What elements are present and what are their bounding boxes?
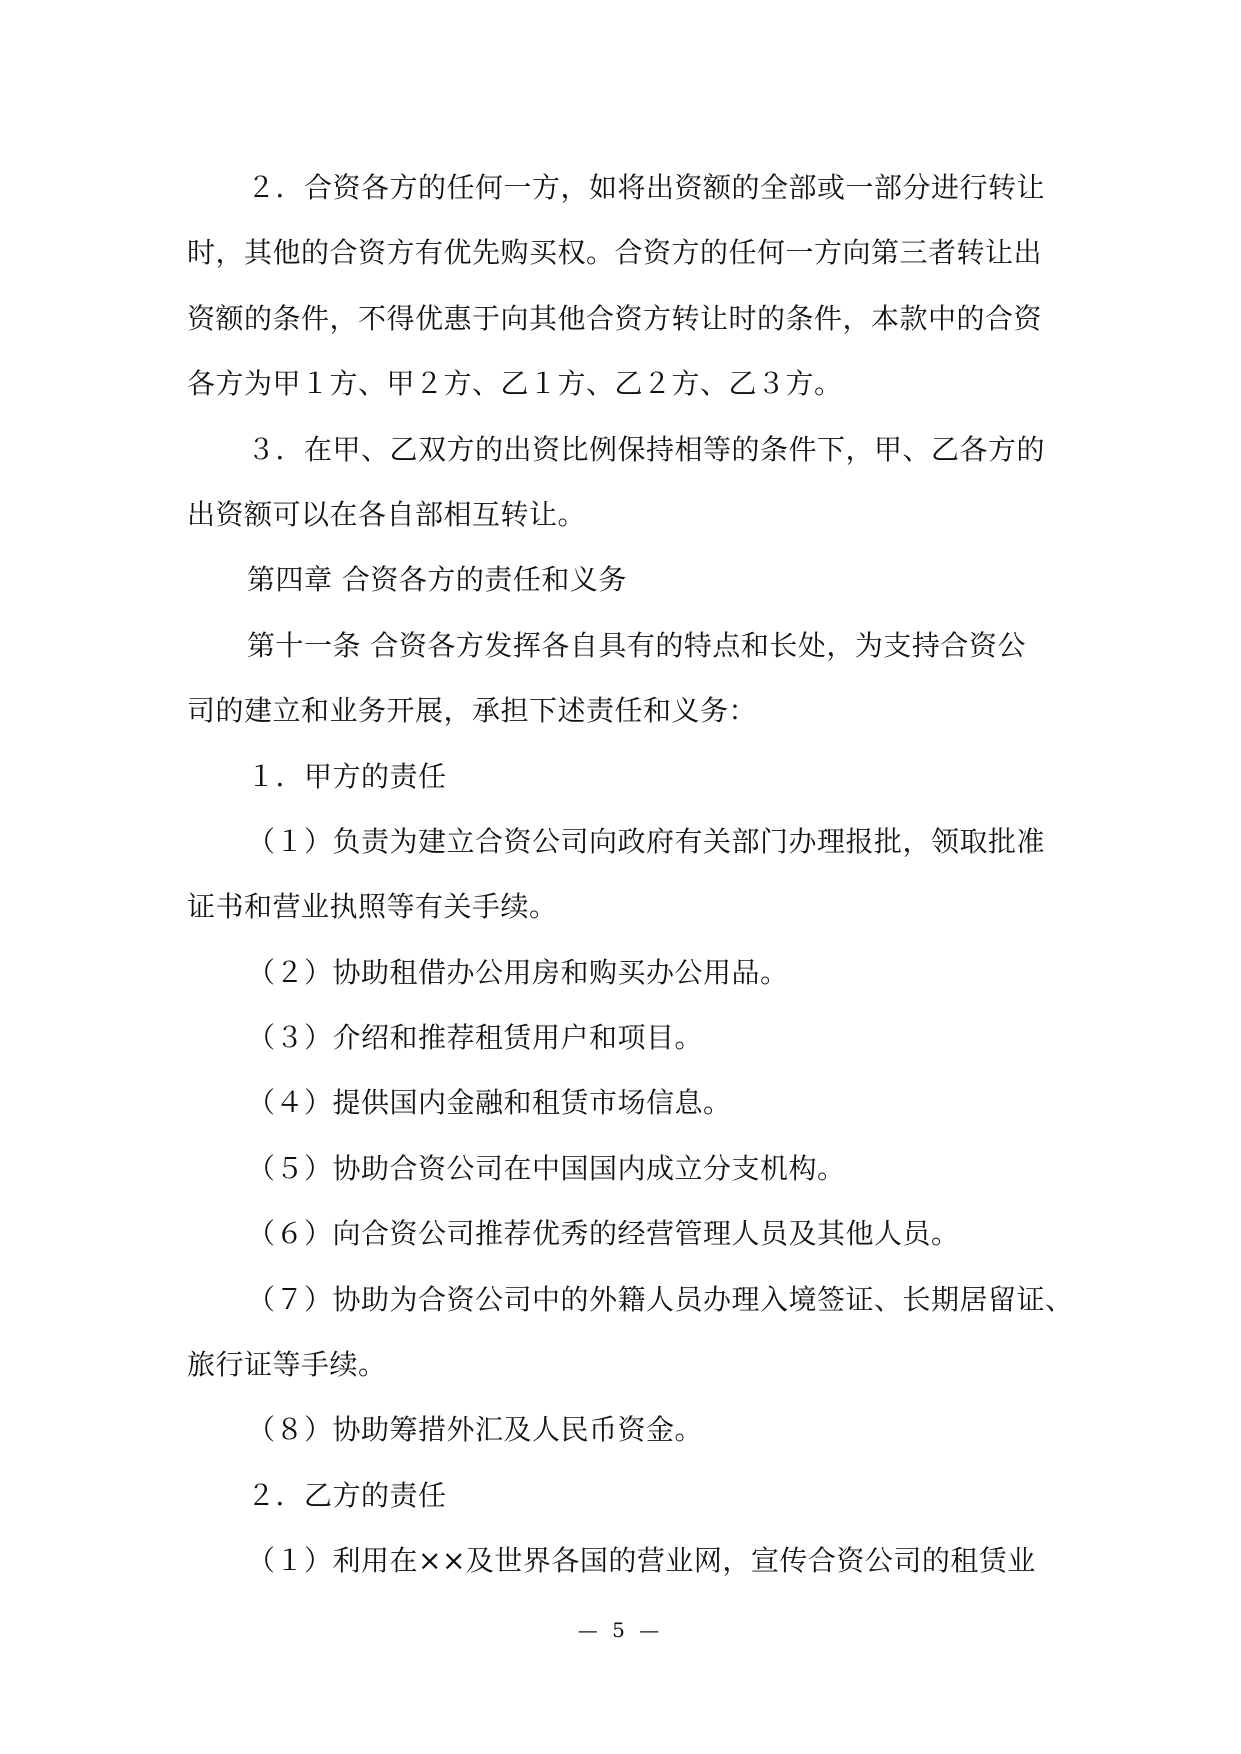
text-line: 出资额可以在各自部相互转让。 — [187, 497, 587, 531]
list-item: （７）协助为合资公司中的外籍人员办理入境签证、长期居留证、 — [247, 1282, 1074, 1316]
section-heading: ２．乙方的责任 — [247, 1478, 447, 1512]
page-number: — 5 — — [577, 1618, 664, 1642]
text-line: ２．合资各方的任何一方，如将出资额的全部或一部分进行转让 — [247, 171, 1046, 204]
text-line: 旅行证等手续。 — [187, 1348, 387, 1382]
list-item: （１）利用在××及世界各国的营业网，宣传合资公司的租赁业 — [247, 1544, 1036, 1578]
chapter-heading: 第四章 合资各方的责任和义务 — [247, 563, 627, 597]
list-item: （１）负责为建立合资公司向政府有关部门办理报批，领取批准 — [247, 824, 1046, 858]
list-item: （６）向合资公司推荐优秀的经营管理人员及其他人员。 — [247, 1217, 960, 1251]
list-item: （８）协助筹措外汇及人民币资金。 — [247, 1413, 704, 1447]
list-item: （２）协助租借办公用房和购买办公用品。 — [247, 955, 789, 989]
section-heading: １．甲方的责任 — [247, 759, 447, 793]
list-item: （４）提供国内金融和租赁市场信息。 — [247, 1086, 732, 1120]
text-line: ３．在甲、乙双方的出资比例保持相等的条件下，甲、乙各方的 — [247, 432, 1046, 466]
document-body — [187, 155, 1074, 1594]
text-line: 各方为甲１方、甲２方、乙１方、乙２方、乙３方。 — [187, 367, 843, 401]
text-line: 司的建立和业务开展，承担下述责任和义务： — [187, 694, 758, 728]
article-heading: 第十一条 合资各方发挥各自具有的特点和长处，为支持合资公 — [247, 628, 1026, 662]
text-line: 时，其他的合资方有优先购买权。合资方的任何一方向第三者转让出 — [187, 236, 1043, 270]
text-line: 资额的条件，不得优惠于向其他合资方转让时的条件，本款中的合资 — [187, 301, 1043, 335]
list-item: （３）介绍和推荐租赁用户和项目。 — [247, 1021, 704, 1055]
list-item: （５）协助合资公司在中国国内成立分支机构。 — [247, 1151, 846, 1185]
text-line: 证书和营业执照等有关手续。 — [187, 890, 558, 924]
